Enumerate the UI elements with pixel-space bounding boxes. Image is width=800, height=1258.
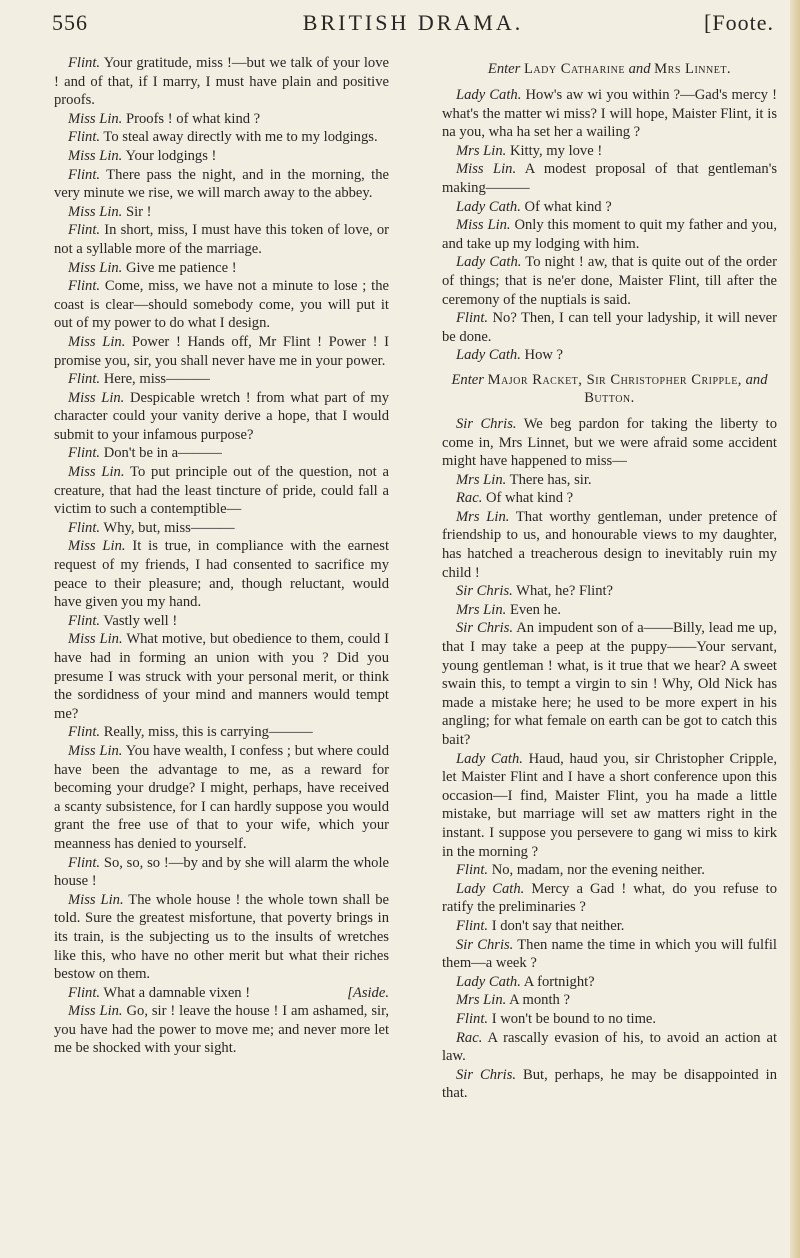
dialogue-line [442, 160, 777, 197]
dialogue-line [442, 750, 777, 862]
running-header [52, 10, 774, 40]
speaker-name: Flint. [68, 612, 101, 629]
page-number: 556 [52, 10, 88, 35]
dialogue-line [442, 216, 777, 253]
dialogue-line [54, 723, 389, 742]
speaker-name: Miss Lin. [68, 538, 126, 555]
speaker-name: Sir Chris. [456, 415, 517, 432]
dialogue-line [54, 147, 389, 166]
speaker-name: Lady Cath. [456, 880, 525, 897]
dialogue-line [442, 309, 777, 346]
dialogue-text: Then name the time in which you will fulfil them—a week ? [442, 936, 777, 972]
speaker-name: Sir Chris. [456, 1066, 517, 1083]
dialogue-text: Haud, haud you, sir Christopher Cripple, let Maister Flint and I have a short conference upon this occasion—I find, Maister Flint, you ha made a little mistake, but marriage will set aw matters right in the instant. I suppose you persevere to gang wi miss to kirk in the morning ? [442, 750, 777, 860]
dialogue-text: No? Then, I can tell your ladyship, it will never be done. [442, 310, 777, 345]
dialogue-line [54, 630, 389, 723]
dialogue-text: Of what kind ? [524, 198, 612, 215]
dialogue-line [54, 519, 389, 538]
running-author: [Foote. [704, 10, 774, 35]
speaker-name: Miss Lin. [68, 110, 123, 127]
dialogue-text: Vastly well ! [103, 612, 178, 629]
left-column [54, 54, 389, 1058]
dialogue-line [54, 1002, 389, 1058]
dialogue-line [442, 198, 777, 217]
dialogue-text: You have wealth, I confess ; but where could have been the advantage to me, as a reward for becoming your drudge? I might, perhaps, have received a scanty subsistence, for I can hardly suppose you would grant the free use of that to your wife, which your meanness has denied to yourself. [54, 742, 390, 852]
speaker-name: Flint. [68, 166, 101, 183]
dialogue-text: We beg pardon for taking the liberty to come in, Mrs Linnet, but we were afraid some accident might have happened to miss— [442, 415, 777, 470]
dialogue-text: There pass the night, and in the morning, the very minute we rise, we will march away to the abbey. [54, 166, 389, 202]
speaker-name: Flint. [68, 129, 101, 146]
speaker-name: Rac. [456, 490, 483, 507]
dialogue-text: Come, miss, we have not a minute to lose ; the coast is clear—should somebody come, you will put it out of my power to do what I design. [54, 278, 389, 332]
stage-direction-enter: Enter [451, 371, 484, 388]
dialogue-line [442, 973, 777, 992]
dialogue-text: I don't say that neither. [491, 917, 625, 934]
dialogue-text: No, madam, nor the evening neither. [491, 862, 705, 879]
speaker-name: Mrs Lin. [456, 508, 510, 525]
speaker-name: Flint. [68, 984, 101, 1001]
page-edge [790, 0, 800, 1258]
dialogue-text: Your lodgings ! [125, 147, 217, 164]
dialogue-line [442, 142, 777, 161]
aside-direction: [Aside. [347, 984, 389, 1001]
dialogue-line [54, 333, 389, 370]
dialogue-line [54, 54, 389, 110]
dialogue-line [54, 537, 389, 611]
dialogue-line [54, 984, 389, 1003]
dialogue-line [442, 880, 777, 917]
speaker-name: Mrs Lin. [456, 601, 507, 618]
dialogue-text: Even he. [509, 601, 561, 618]
dialogue-line [54, 463, 389, 519]
dialogue-line [442, 1010, 777, 1029]
dialogue-line [442, 86, 777, 142]
dialogue-line [442, 601, 777, 620]
speaker-name: Flint. [456, 862, 489, 879]
dialogue-text: Despicable wretch ! from what part of my character could your vanity derive a hope, that I would submit to your infamous purpose? [54, 389, 390, 443]
speaker-name: Miss Lin. [68, 631, 123, 648]
dialogue-text: A modest proposal of that gentleman's making——— [442, 161, 777, 196]
speaker-name: Flint. [68, 445, 101, 462]
speaker-name: Sir Chris. [456, 620, 514, 637]
dialogue-text: The whole house ! the whole town shall be told. Sure the greatest misfortune, that poverty brings in its train, is the subjecting us to the insults of wretches like this, who have no other merit but what their riches bestow on them. [54, 891, 390, 983]
speaker-name: Mrs Lin. [456, 471, 507, 488]
stage-direction-characters: Major Racket, Sir Christopher Cripple, [487, 371, 742, 388]
dialogue-text: But, perhaps, he may be disappointed in that. [442, 1066, 777, 1102]
dialogue-line [54, 891, 389, 984]
dialogue-text: An impudent son of a——Billy, lead me up, that I may take a peep at the puppy——Your servant, young gentleman ! what, is it true that we hear? A sweet swain this, to tempt a virgin to sin ! Why, Old Nick has made a mistake here; he used to be more expert in his angling; for what female on earth can be got to catch this bait? [442, 620, 777, 748]
speaker-name: Miss Lin. [68, 1003, 123, 1020]
dialogue-text: Sir ! [126, 203, 152, 220]
speaker-name: Mrs Lin. [456, 992, 507, 1009]
dialogue-text: What motive, but obedience to them, could I have had in forming an union with you ? Did you presume I was struck with your personal merit, or think the sordidness of your mind and manners would tempt me? [54, 631, 389, 722]
dialogue-text: Kitty, my love ! [509, 142, 603, 159]
speaker-name: Flint. [68, 371, 101, 388]
dialogue-text: A fortnight? [523, 973, 595, 990]
dialogue-text: To steal away directly with me to my lodgings. [103, 129, 378, 146]
dialogue-line [442, 991, 777, 1010]
dialogue-text: So, so, so !—by and by she will alarm the whole house ! [54, 854, 389, 890]
dialogue-text: A month ? [509, 992, 570, 1009]
dialogue-line [54, 444, 389, 463]
dialogue-line [54, 389, 389, 445]
speaker-name: Flint. [68, 55, 101, 71]
dialogue-line [54, 166, 389, 203]
dialogue-text: Go, sir ! leave the house ! I am ashamed, sir, you have had the power to move me; and never more let me be shocked with your sight. [54, 1003, 389, 1057]
stage-direction [442, 60, 777, 78]
dialogue-line [442, 489, 777, 508]
speaker-name: Lady Cath. [456, 87, 522, 103]
dialogue-line [54, 370, 389, 389]
dialogue-text: That worthy gentleman, under pretence of friendship to us, and honourable views to my daughter, has hatched a treacherous design to inevitably ruin my child ! [442, 508, 777, 581]
dialogue-line [442, 1066, 777, 1103]
dialogue-line [54, 128, 389, 147]
dialogue-text: Here, miss——— [103, 371, 210, 388]
speaker-name: Sir Chris. [456, 936, 514, 953]
speaker-name: Lady Cath. [456, 973, 521, 990]
dialogue-line [442, 253, 777, 309]
dialogue-line [54, 854, 389, 891]
dialogue-text: How's aw wi you within ?—Gad's mercy ! what's the matter wi miss? I will hope, Maister Flint, it is na you, wha ha set her a wailing ? [442, 87, 777, 141]
dialogue-line [54, 277, 389, 333]
right-column [442, 54, 777, 1103]
speaker-name: Flint. [456, 917, 489, 934]
dialogue-text: Proofs ! of what kind ? [126, 110, 261, 127]
dialogue-line [442, 936, 777, 973]
dialogue-text: I won't be bound to no time. [491, 1010, 657, 1027]
dialogue-text: To put principle out of the question, not a creature, that had the least tincture of pride, could fall a victim to such a contemptible— [54, 464, 390, 518]
dialogue-text: In short, miss, I must have this token of love, or not a syllable more of the marriage. [54, 222, 389, 257]
speaker-name: Flint. [456, 1010, 489, 1027]
stage-direction-and: and [628, 61, 651, 77]
dialogue-text: Of what kind ? [486, 490, 574, 507]
dialogue-text: There has, sir. [509, 471, 592, 488]
running-title: BRITISH DRAMA. [302, 10, 524, 35]
speaker-name: Miss Lin. [68, 742, 123, 759]
dialogue-line [54, 221, 389, 258]
speaker-name: Miss Lin. [68, 891, 124, 908]
speaker-name: Flint. [68, 278, 101, 295]
speaker-name: Miss Lin. [68, 203, 123, 220]
stage-direction-characters: Mrs Linnet. [654, 61, 732, 77]
dialogue-line [442, 415, 777, 471]
speaker-name: Lady Cath. [456, 347, 521, 364]
stage-direction-enter: Enter [487, 61, 521, 77]
dialogue-line [442, 917, 777, 936]
speaker-name: Lady Cath. [456, 254, 522, 271]
dialogue-text: Only this moment to quit my father and you, and take up my lodging with him. [442, 217, 777, 252]
dialogue-text: Give me patience ! [126, 259, 237, 276]
dialogue-text: Why, but, miss——— [103, 519, 235, 536]
speaker-name: Miss Lin. [456, 217, 511, 234]
speaker-name: Miss Lin. [456, 161, 517, 178]
dialogue-line [54, 203, 389, 222]
dialogue-line [54, 110, 389, 129]
dialogue-text: A rascally evasion of his, to avoid an action at law. [442, 1029, 778, 1065]
dialogue-text: Power ! Hands off, Mr Flint ! Power ! I promise you, sir, you shall never have me in your power. [54, 333, 389, 369]
dialogue-line [442, 346, 777, 365]
speaker-name: Miss Lin. [68, 333, 126, 350]
speaker-name: Flint. [456, 310, 489, 327]
speaker-name: Mrs Lin. [456, 142, 507, 159]
dialogue-line [442, 619, 777, 749]
dialogue-line [442, 582, 777, 601]
dialogue-line [442, 508, 777, 582]
speaker-name: Miss Lin. [68, 389, 125, 406]
speaker-name: Lady Cath. [456, 198, 521, 215]
speaker-name: Miss Lin. [68, 259, 123, 276]
speaker-name: Rac. [456, 1029, 483, 1046]
speaker-name: Miss Lin. [68, 464, 125, 481]
dialogue-text: What a damnable vixen ! [103, 984, 251, 1001]
stage-direction-and: and [745, 371, 768, 388]
dialogue-line [442, 471, 777, 490]
dialogue-line [54, 612, 389, 631]
dialogue-line [442, 1029, 777, 1066]
speaker-name: Flint. [68, 854, 101, 871]
dialogue-text: Really, miss, this is carrying——— [103, 724, 313, 741]
dialogue-line [442, 861, 777, 880]
dialogue-line [54, 259, 389, 278]
stage-direction-characters: Button. [584, 389, 635, 406]
dialogue-text: Your gratitude, miss !—but we talk of your love ! and of that, if I marry, I must have plain and positive proofs. [54, 55, 390, 109]
stage-direction [442, 371, 777, 407]
dialogue-text: What, he? Flint? [516, 583, 614, 600]
dialogue-text: Mercy a Gad ! what, do you refuse to ratify the preliminaries ? [442, 880, 777, 916]
dialogue-text: How ? [524, 347, 564, 364]
speaker-name: Flint. [68, 519, 101, 536]
speaker-name: Flint. [68, 724, 101, 741]
dialogue-line [54, 742, 389, 854]
speaker-name: Sir Chris. [456, 583, 513, 600]
speaker-name: Lady Cath. [456, 750, 523, 767]
speaker-name: Flint. [68, 222, 101, 239]
speaker-name: Miss Lin. [68, 147, 123, 164]
dialogue-text: Don't be in a——— [103, 445, 222, 462]
dialogue-text: To night ! aw, that is quite out of the order of things; that is ne'er done, Maister Flint, till after the ceremony of the nuptials is said. [442, 254, 777, 308]
stage-direction-characters: Lady Catharine [524, 61, 625, 77]
dialogue-text: It is true, in compliance with the earnest request of my friends, I had consented to sacrifice my peace to their pleasure; and, though reluctant, would have given you my hand. [54, 538, 389, 611]
